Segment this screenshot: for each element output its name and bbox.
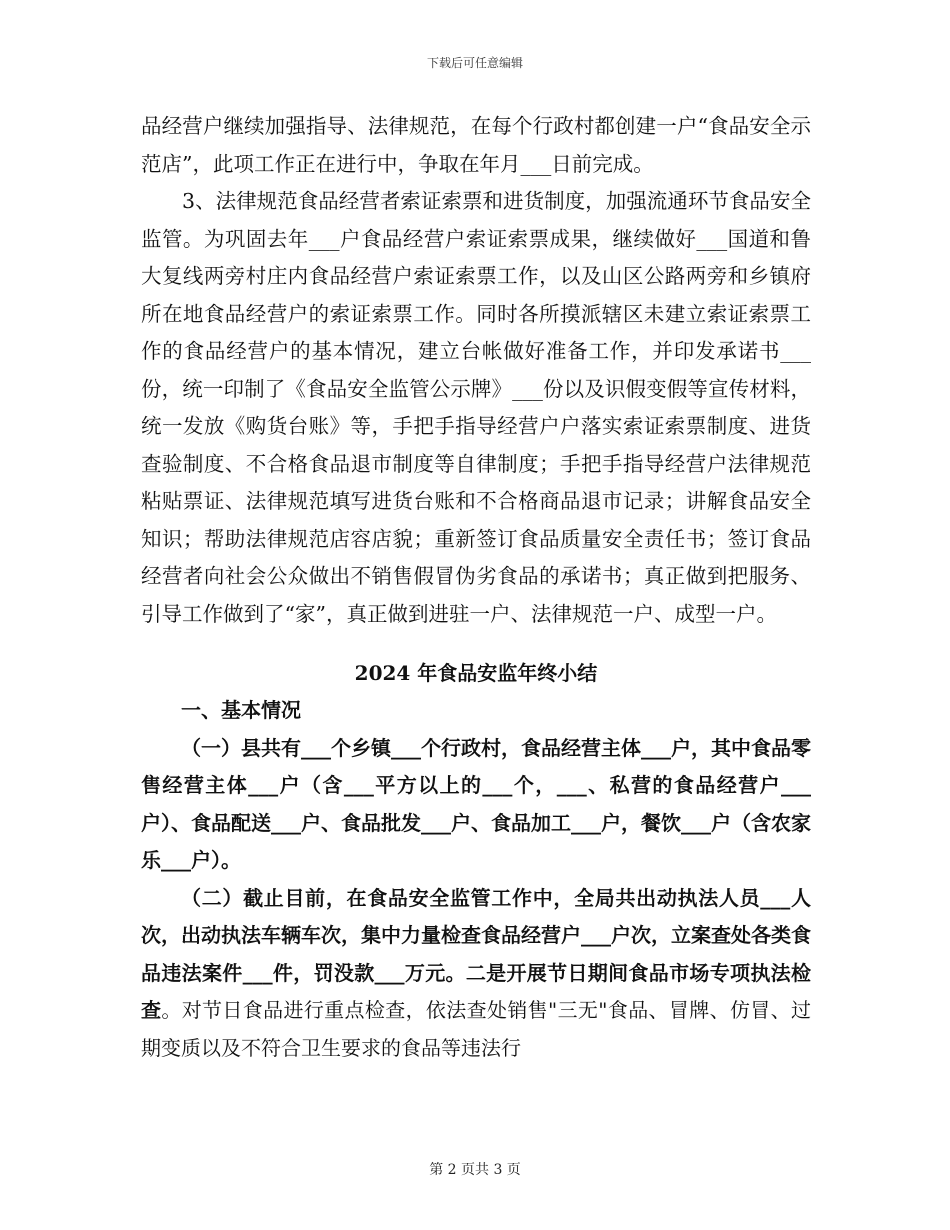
document-body [141,108,811,1067]
section-basic-situation [141,692,811,1067]
paragraph-subitem-1: （一）县共有___个乡镇___个行政村，食品经营主体___户，其中食品零售经营主体___户（含___平方以上的___个，___、私营的食品经营户___户）、食品配送___户、食品批发___户、食品加工___户，餐饮___户（含农家乐___户）。 [141,735,811,872]
paragraph-subitem-2 [141,880,811,1068]
section-heading: 一、基本情况 [181,698,301,722]
continued-paragraph: 品经营户继续加强指导、法律规范，在每个行政村都创建一户“食品安全示范店”，此项工作正在进行中，争取在年月___日前完成。 [141,114,811,176]
paragraph-subitem-2-bold: （二）截止目前，在食品安全监管工作中，全局共出动执法人员___人次，出动执法车辆车次，集中力量检查食品经营户___户次，立案查处各类食品违法案件___件，罚没款___万元。二是开展节日期间食品市场专项执法检查 [141,885,811,1022]
document-title: 2024 年食品安监年终小结 [354,661,598,685]
paragraph-item-3: 3、法律规范食品经营者索证索票和进货制度，加强流通环节食品安全监管。为巩固去年___户食品经营户索证索票成果，继续做好___国道和鲁大复线两旁村庄内食品经营户索证索票工作，以及山区公路两旁和乡镇府所在地食品经营户的索证索票工作。同时各所摸派辖区未建立索证索票工作的食品经营户的基本情况，建立台帐做好准备工作，并印发承诺书___份，统一印制了《食品安全监管公示牌》___份以及识假变假等宣传材料，统一发放《购货台账》等，手把手指导经营户户落实索证索票制度、进货查验制度、不合格食品退市制度等自律制度；手把手指导经营户法律规范粘贴票证、法律规范填写进货台账和不合格商品退市记录；讲解食品安全知识；帮助法律规范店容店貌；重新签订食品质量安全责任书；签订食品经营者向社会公众做出不销售假冒伪劣食品的承诺书；真正做到把服务、引导工作做到了“家”，真正做到进驻一户、法律规范一户、成型一户。 [141,189,811,626]
page-header: 下载后可任意编辑 [426,56,523,70]
page-footer: 第 2 页共 3 页 [429,1162,521,1178]
paragraph-subitem-2-normal: 。对节日食品进行重点检查，依法查处销售"三无"食品、冒牌、仿冒、过期变质以及不符合卫生要求的食品等违法行 [141,998,811,1060]
continued-paragraph-block [141,108,811,633]
